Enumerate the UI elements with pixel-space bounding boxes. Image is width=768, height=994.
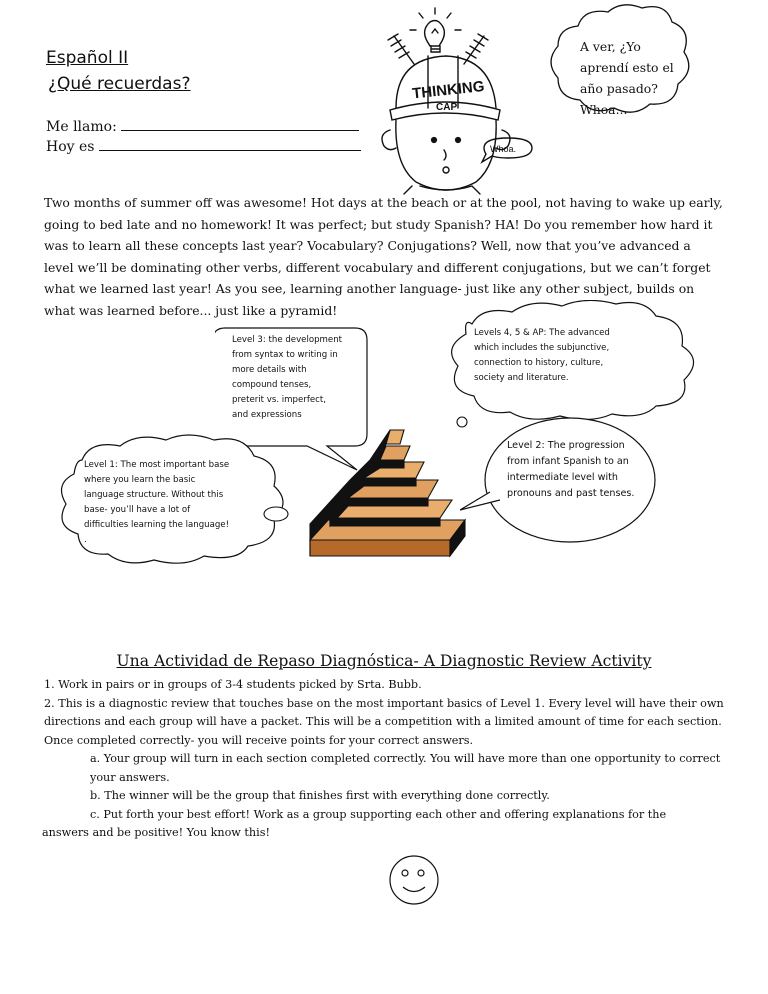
stepped-pyramid-illustration [300, 420, 470, 560]
thought-line: aprendí esto el [580, 60, 674, 75]
instruction-item-2: 2. This is a diagnostic review that touches base on the most important basics of Level 1. Every level will have their own directions and each group will have a packet. This will be a competition with a limited amount of time for each section. Once completed correctly- you will receive points for your correct answers. [44, 696, 724, 747]
level4-line: Levels 4, 5 & AP: The advanced [474, 328, 610, 338]
instruction-sub-c: c. Put forth your best effort! Work as a group supporting each other and offering explanations for the [90, 807, 667, 821]
name-blank[interactable] [121, 118, 359, 131]
activity-heading: Una Actividad de Repaso Diagnóstica- A Diagnostic Review Activity [116, 652, 652, 670]
instruction-sub-c-cont: answers and be positive! You know this! [42, 826, 270, 839]
thought-line: A ver, ¿Yo [580, 39, 641, 54]
level3-line: from syntax to writing in [232, 350, 338, 360]
thinking-cap-cartoon [366, 0, 566, 195]
level1-line: base- you’ll have a lot of [84, 505, 191, 515]
level3-line: compound tenses, [232, 380, 312, 390]
level2-line: from infant Spanish to an [507, 456, 629, 467]
date-blank[interactable] [99, 138, 361, 151]
cap-word-thinking: THINKING [411, 78, 486, 103]
level2-line: Level 2: The progression [507, 440, 625, 451]
level4-cloud-text [474, 326, 610, 386]
level3-line: Level 3: the development [232, 335, 343, 345]
level2-oval-text [507, 438, 634, 502]
name-label: Me llamo: [46, 119, 117, 135]
level3-callout-text [232, 333, 342, 423]
level3-line: and expressions [232, 410, 302, 420]
level3-line: more details with [232, 365, 307, 375]
date-field-row [46, 138, 361, 155]
level4-line: connection to history, culture, [474, 358, 604, 368]
instruction-sub-b: b. The winner will be the group that finishes first with everything done correctly. [90, 789, 550, 802]
thought-line: año pasado? [580, 81, 658, 96]
activity-instructions [44, 676, 734, 843]
thought-cloud-top-text [580, 36, 674, 120]
level4-line: society and literature. [474, 373, 569, 383]
cartoon-speech-text: Whoa. [490, 144, 517, 154]
page-subtitle: ¿Qué recuerdas? [48, 74, 191, 94]
level1-cloud-text [84, 458, 229, 548]
level2-line: intermediate level with [507, 472, 618, 483]
instruction-item-1: 1. Work in pairs or in groups of 3-4 students picked by Srta. Bubb. [44, 678, 422, 691]
level1-line: Level 1: The most important base [84, 460, 230, 470]
level1-line: where you learn the basic [84, 475, 196, 485]
thought-line: Whoa... [580, 102, 628, 117]
date-label: Hoy es [46, 139, 95, 155]
level1-line: language structure. Without this [84, 490, 224, 500]
smiley-face-icon [384, 850, 444, 910]
level3-line: preterit vs. imperfect, [232, 395, 326, 405]
level4-line: which includes the subjunctive, [474, 343, 610, 353]
level1-line: . [84, 535, 87, 545]
cap-word-cap: CAP [436, 102, 458, 113]
instruction-sub-a: a. Your group will turn in each section completed correctly. You will have more than one opportunity to correct your answers. [90, 752, 721, 784]
page-title: Español II [46, 48, 129, 68]
level1-line: difficulties learning the language! [84, 520, 230, 530]
level2-line: pronouns and past tenses. [507, 488, 635, 499]
intro-paragraph: Two months of summer off was awesome! Hot days at the beach or at the pool, not having to wake up early, going to bed late and no homework! It was perfect; but study Spanish? HA! Do you remember how hard it was to learn all these concepts last year? Vocabulary? Conjugations? Well, now that you’ve advanced a level we’ll be dominating other verbs, different vocabulary and different conjugations, but we can’t forget what we learned last year! As you see, learning another language- just like any other subject, builds on what was learned before... just like a pyramid! [44, 195, 723, 318]
name-field-row [46, 118, 359, 135]
